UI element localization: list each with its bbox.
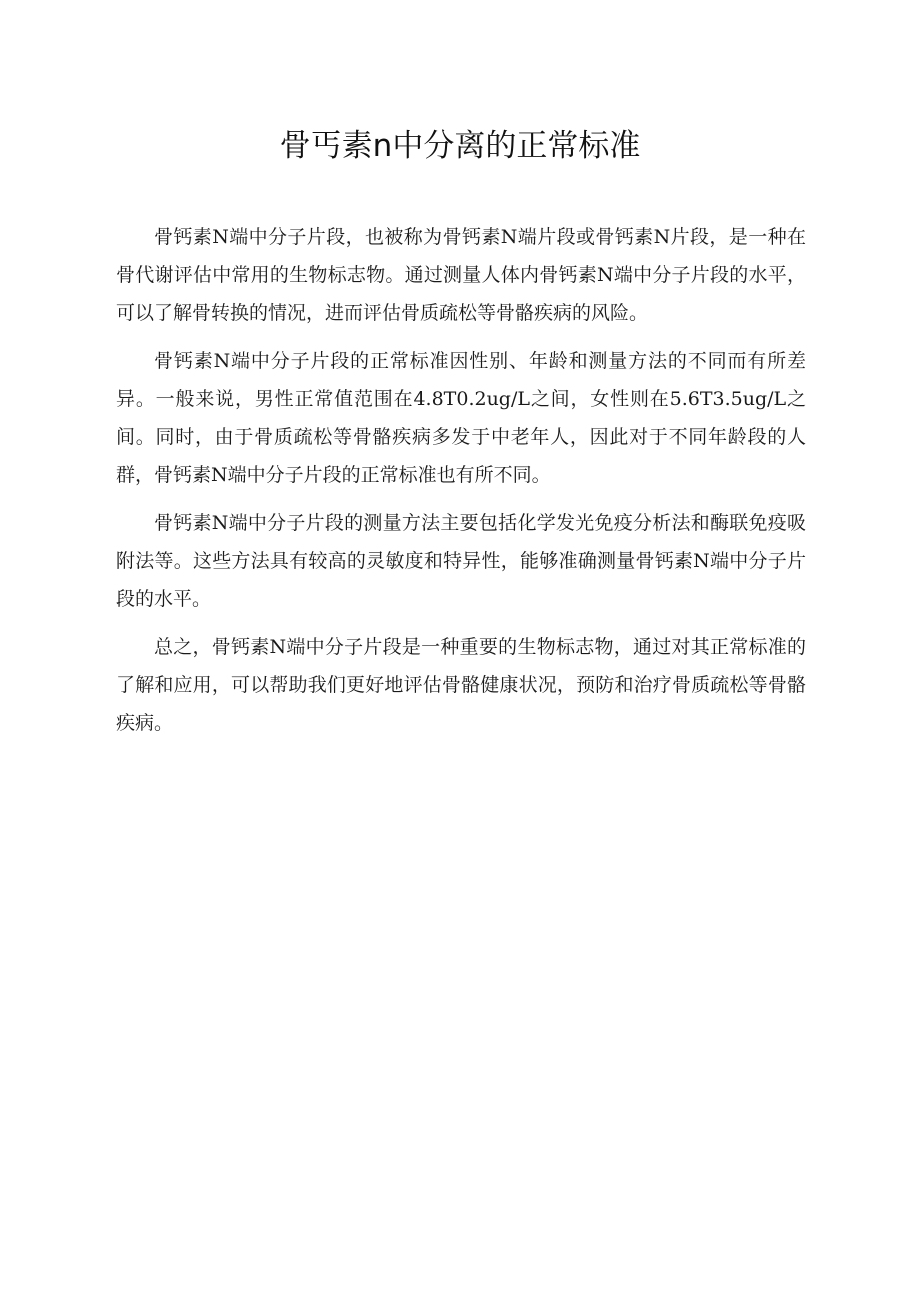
- paragraph-2: 骨钙素N端中分子片段的正常标准因性别、年龄和测量方法的不同而有所差异。一般来说，男性正常值范围在4.8T0.2ug/L之间，女性则在5.6T3.5ug/L之间。同时，由于骨质疏松等骨骼疾病多发于中老年人，因此对于不同年龄段的人群，骨钙素N端中分子片段的正常标准也有所不同。: [116, 350, 806, 486]
- paragraph-1: 骨钙素N端中分子片段，也被称为骨钙素N端片段或骨钙素N片段，是一种在骨代谢评估中常用的生物标志物。通过测量人体内骨钙素N端中分子片段的水平，可以了解骨转换的情况，进而评估骨质疏松等骨骼疾病的风险。: [116, 226, 806, 324]
- document-body: [116, 218, 806, 752]
- paragraph-3: 骨钙素N端中分子片段的测量方法主要包括化学发光免疫分析法和酶联免疫吸附法等。这些方法具有较高的灵敏度和特异性，能够准确测量骨钙素N端中分子片段的水平。: [116, 512, 806, 610]
- paragraph-4: 总之，骨钙素N端中分子片段是一种重要的生物标志物，通过对其正常标准的了解和应用，可以帮助我们更好地评估骨骼健康状况，预防和治疗骨质疏松等骨骼疾病。: [116, 636, 806, 734]
- page-title: 骨丐素n中分离的正常标准: [279, 128, 641, 164]
